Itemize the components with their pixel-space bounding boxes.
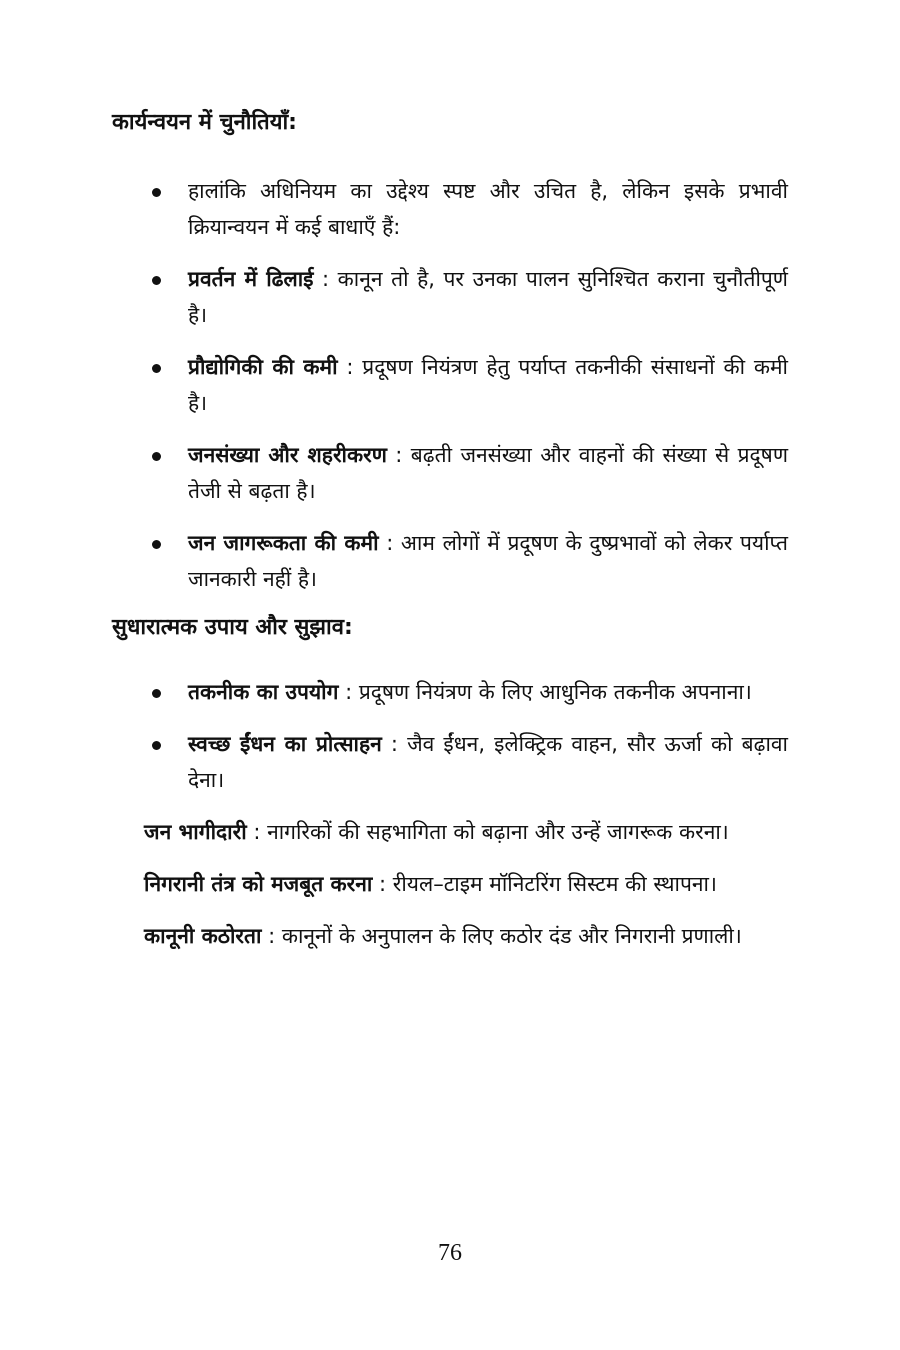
list-item (112, 525, 788, 597)
item-text: : प्रदूषण नियंत्रण हेतु पर्याप्त तकनीकी संसाधनों की कमी है। (188, 354, 788, 415)
item-label: स्वच्छ ईंधन का प्रोत्साहन (188, 731, 382, 756)
list-item (112, 674, 788, 710)
intro-text: हालांकि अधिनियम का उद्देश्य स्पष्ट और उचित है, लेकिन इसके प्रभावी क्रियान्वयन में कई बाधाएँ हैं: (188, 178, 788, 239)
para-text: : कानूनों के अनुपालन के लिए कठोर दंड और निगरानी प्रणाली। (261, 923, 742, 948)
list-item (112, 726, 788, 798)
item-label: प्रवर्तन में ढिलाई (188, 266, 314, 291)
item-label: तकनीक का उपयोग (188, 679, 339, 704)
page-number: 76 (438, 1240, 462, 1266)
item-text: : आम लोगों में प्रदूषण के दुष्प्रभावों को लेकर पर्याप्त जानकारी नहीं है। (188, 530, 788, 591)
item-text: : कानून तो है, पर उनका पालन सुनिश्चित कराना चुनौतीपूर्ण है। (188, 266, 788, 327)
para-label: जन भागीदारी (144, 819, 247, 844)
para-label: कानूनी कठोरता (144, 923, 262, 948)
remedies-list (112, 674, 788, 798)
para-label: निगरानी तंत्र को मजबूत करना (144, 871, 373, 896)
item-label: प्रौद्योगिकी की कमी (188, 354, 338, 379)
item-label: जनसंख्या और शहरीकरण (188, 442, 387, 467)
list-item (112, 349, 788, 421)
item-text: : बढ़ती जनसंख्या और वाहनों की संख्या से प्रदूषण तेजी से बढ़ता है। (188, 442, 789, 503)
list-item (112, 437, 788, 509)
section-heading-remedies: सुधारात्मक उपाय और सुझाव: (112, 614, 353, 640)
item-text: : प्रदूषण नियंत्रण के लिए आधुनिक तकनीक अपनाना। (338, 679, 752, 704)
paragraph (112, 814, 788, 850)
list-item (112, 261, 788, 333)
challenges-list (112, 173, 788, 597)
item-label: जन जागरूकता की कमी (188, 530, 379, 555)
para-text: : रीयल–टाइम मॉनिटरिंग सिस्टम की स्थापना। (372, 871, 717, 896)
section-heading-challenges: कार्यन्वयन में चुनौतियाँ: (112, 110, 297, 135)
list-item (112, 173, 788, 245)
para-text: : नागरिकों की सहभागिता को बढ़ाना और उन्हें जागरूक करना। (246, 819, 729, 844)
page-content (112, 108, 788, 970)
item-text: : जैव ईंधन, इलेक्ट्रिक वाहन, सौर ऊर्जा को बढ़ावा देना। (188, 731, 789, 792)
paragraph (112, 918, 788, 954)
paragraph (112, 866, 788, 902)
